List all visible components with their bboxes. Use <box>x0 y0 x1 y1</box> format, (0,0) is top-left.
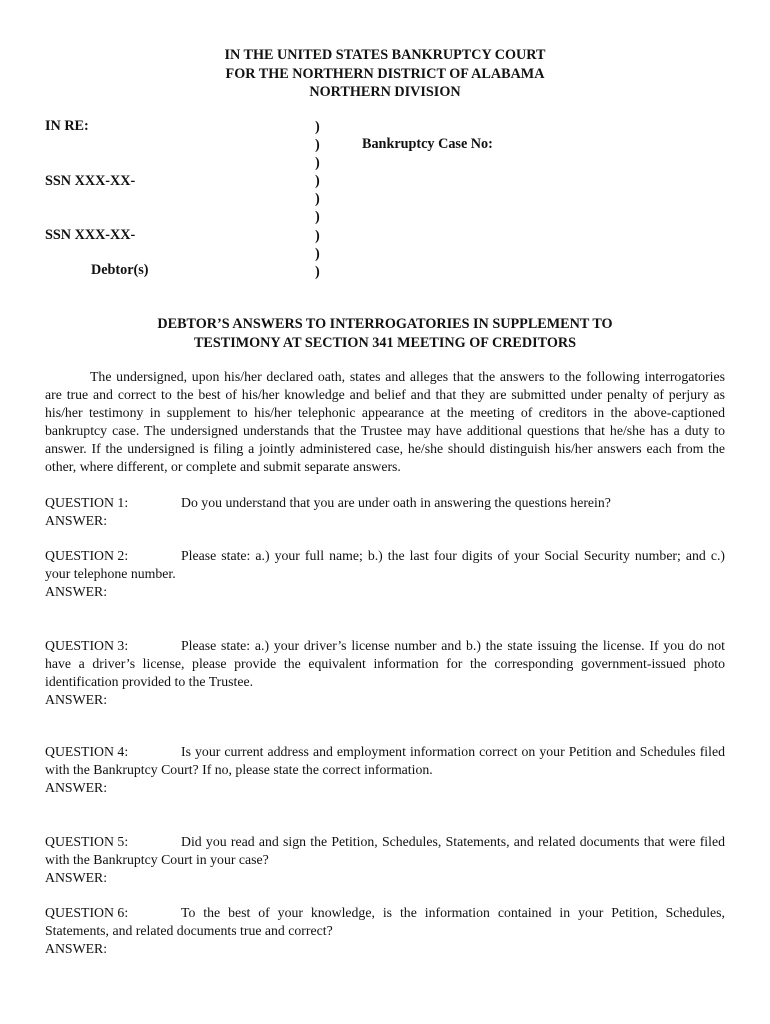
question-5 <box>45 833 725 887</box>
answer-label: ANSWER: <box>45 584 108 600</box>
caption-paren: ) <box>315 137 320 154</box>
caption-paren: ) <box>315 209 320 226</box>
question-text <box>45 494 725 512</box>
document-title-line-2: TESTIMONY AT SECTION 341 MEETING OF CREDITORS <box>193 334 577 351</box>
question-label: QUESTION 5: <box>45 834 129 849</box>
caption-paren: ) <box>315 155 320 172</box>
caption-paren: ) <box>315 263 320 280</box>
question-body: Please state: a.) your full name; b.) the last four digits of your Social Security number; and c.) your telephone number. <box>45 548 725 582</box>
court-name-line: IN THE UNITED STATES BANKRUPTCY COURT <box>224 47 546 63</box>
question-text <box>45 833 725 869</box>
question-body: To the best of your knowledge, is the information contained in your Petition, Schedules, Statements, and related documents true and correct? <box>45 905 725 939</box>
document-title-line-1: DEBTOR’S ANSWERS TO INTERROGATORIES IN SUPPLEMENT TO <box>157 316 613 332</box>
question-text <box>45 547 725 583</box>
caption-paren: ) <box>315 227 320 244</box>
caption-paren: ) <box>315 245 320 262</box>
ssn-line-1: SSN XXX-XX- <box>45 173 136 189</box>
caption-paren: ) <box>315 191 320 208</box>
answer-label: ANSWER: <box>45 513 108 529</box>
question-3 <box>45 637 725 709</box>
debtors-label: Debtor(s) <box>91 262 149 278</box>
intro-paragraph: The undersigned, upon his/her declared oath, states and alleges that the answers to the following interrogatories are true and correct to the best of his/her knowledge and belief and that they are submitted under penalty of perjury as his/her testimony in supplement to his/her telephonic appearance at the meeting of creditors in the above-captioned bankruptcy case. The undersigned understands that the Trustee may have additional questions that he/she has a duty to answer. If the undersigned is filing a jointly administered case, he/she should distinguish his/her answers each from the other, where different, or complete and submit separate answers. <box>45 369 725 475</box>
question-body: Did you read and sign the Petition, Schedules, Statements, and related documents that were filed with the Bankruptcy Court in your case? <box>45 834 725 868</box>
answer-label: ANSWER: <box>45 780 108 796</box>
caption-parentheses <box>315 118 320 281</box>
court-district-line: FOR THE NORTHERN DISTRICT OF ALABAMA <box>225 65 545 82</box>
question-body: Do you understand that you are under oath in answering the questions herein? <box>181 495 611 510</box>
question-label: QUESTION 6: <box>45 905 129 920</box>
document-title <box>0 315 770 352</box>
question-label: QUESTION 4: <box>45 744 129 759</box>
question-body: Please state: a.) your driver’s license number and b.) the state issuing the license. If you do not have a driver’s license, please provide the equivalent information for the corresponding government-issued photo identification provided to the Trustee. <box>45 638 725 690</box>
question-body: Is your current address and employment information correct on your Petition and Schedules filed with the Bankruptcy Court? If no, please state the correct information. <box>45 744 725 778</box>
answer-label: ANSWER: <box>45 941 108 957</box>
question-text <box>45 637 725 691</box>
court-division-line: NORTHERN DIVISION <box>309 84 461 100</box>
question-label: QUESTION 3: <box>45 638 129 653</box>
court-header <box>0 46 770 102</box>
caption-paren: ) <box>315 173 320 190</box>
answer-label: ANSWER: <box>45 692 108 708</box>
question-4 <box>45 743 725 797</box>
question-label: QUESTION 1: <box>45 495 129 510</box>
answer-label: ANSWER: <box>45 870 108 886</box>
in-re-label: IN RE: <box>45 118 89 134</box>
question-label: QUESTION 2: <box>45 548 129 563</box>
question-text <box>45 904 725 940</box>
caption-paren: ) <box>315 119 320 135</box>
question-6 <box>45 904 725 958</box>
question-text <box>45 743 725 779</box>
ssn-line-2: SSN XXX-XX- <box>45 227 136 243</box>
question-1 <box>45 494 725 530</box>
question-2 <box>45 547 725 601</box>
bankruptcy-case-number-label: Bankruptcy Case No: <box>362 136 493 152</box>
